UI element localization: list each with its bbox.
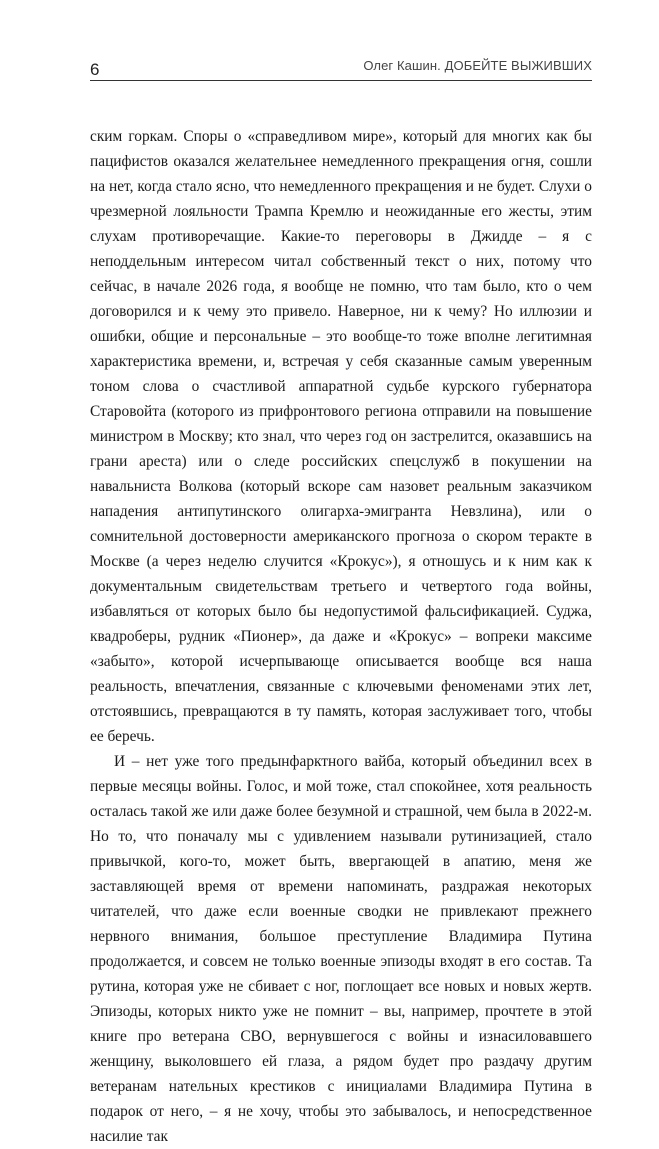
page-header: [90, 54, 592, 81]
paragraph-continuation: ским горкам. Споры о «справедливом мире», который для многих как бы пацифистов оказался желательнее немедленного прекращения огня, сошли на нет, когда стало ясно, что немедленного прекращения и не будет. Слухи о чрезмерной лояльности Трампа Кремлю и неожиданные его жесты, этим слухам противоречащие. Какие-то переговоры в Джидде – я с неподдельным интересом читал собственный текст о них, потому что сейчас, в начале 2026 года, я вообще не помню, что там было, кто о чем договорился и к чему это привело. Наверное, ни к чему? Но иллюзии и ошибки, общие и персональные – это вообще-то тоже вполне легитимная характеристика времени, и, встречая у себя сказанные самым уверенным тоном слова о счастливой аппаратной судьбе курского губернатора Старовойта (которого из прифронтового региона отправили на повышение министром в Москву; кто знал, что через год он застрелится, оказавшись на грани ареста) или о следе российских спецслужб в покушении на навальниста Волкова (который вскоре сам назовет реальным заказчиком нападения антипутинского олигарха-эмигранта Невзлина), или о сомнительной достоверности американского прогноза о скором теракте в Москве (а через неделю случится «Крокус»), я отношусь и к ним как к документальным свидетельствам третьего и четвертого года войны, избавляться от которых было бы недопустимой фальсификацией. Суджа, квадроберы, рудник «Пионер», да даже и «Крокус» – вопреки максиме «забыто», которой исчерпывающе описывается вообще вся наша реальность, впечатления, связанные с ключевыми феноменами этих лет, отстоявшись, превращаются в ту память, которая заслуживает того, чтобы ее беречь.: [90, 128, 592, 745]
page-number: 6: [90, 60, 100, 79]
running-head: Олег Кашин. ДОБЕЙТЕ ВЫЖИВШИХ: [363, 58, 592, 73]
body-text: [90, 124, 592, 1149]
paragraph: И – нет уже того предынфарктного вайба, который объединил всех в первые месяцы войны. Голос, и мой тоже, стал спокойнее, хотя реальность осталась такой же или даже более безумной и страшной, чем была в 2022-м. Но то, что поначалу мы с удивлением называли рутинизацией, стало привычкой, кого-то, может быть, ввергающей в апатию, меня же заставляющей время от времени напоминать, раздражая некоторых читателей, что даже если военные сводки не привлекают прежнего нервного внимания, большое преступление Владимира Путина продолжается, и совсем не только военные эпизоды входят в его состав. Та рутина, которая уже не сбивает с ног, поглощает все новых и новых жертв. Эпизоды, которых никто уже не помнит – вы, например, прочтете в этой книге про ветерана СВО, вернувшегося с войны и изнасиловавшего женщину, выколовшего ей глаза, а рядом будет про раздачу другим ветеранам нательных крестиков с инициалами Владимира Путина в подарок от него, – я не хочу, чтобы это забывалось, и непосредственное насилие так: [90, 753, 592, 1145]
